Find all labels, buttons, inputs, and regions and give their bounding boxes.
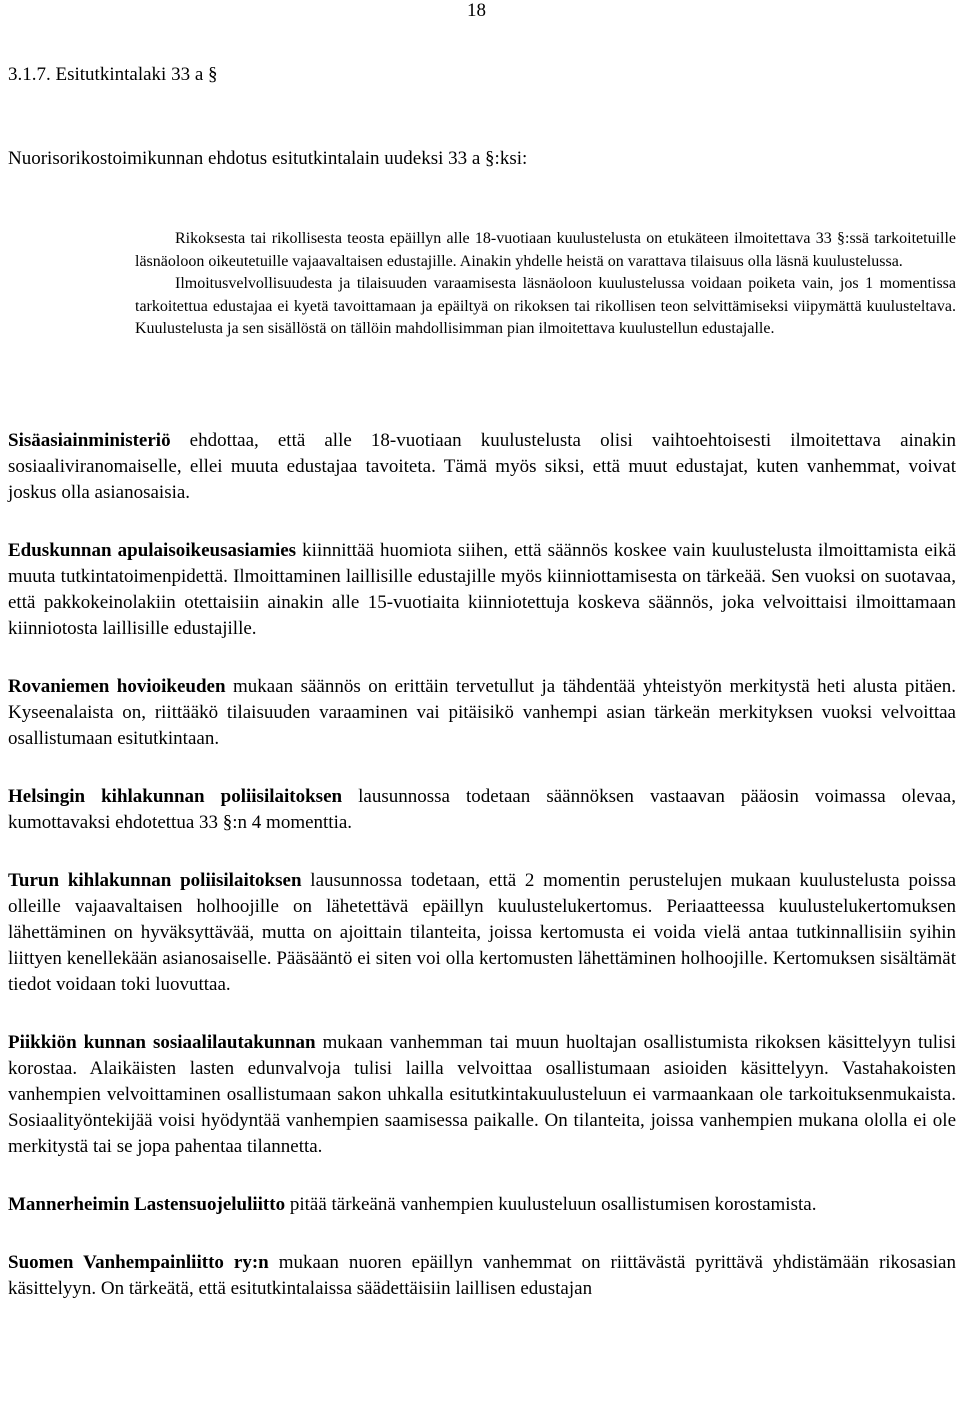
statement-org: Mannerheimin Lastensuojeluliitto (8, 1194, 286, 1215)
section-heading: 3.1.7. Esitutkintalaki 33 a § (8, 64, 218, 85)
quote-paragraph: Rikoksesta tai rikollisesta teosta epäillyn alle 18-vuotiaan kuulustelusta on etukäteen ilmoitettava 33 §:ssä tarkoitetuille läsnäoloon oikeutetuille vajaavaltaisen edustajille. Ainakin yhdelle heistä on varattava tilaisuus olla läsnä kuulustelussa. (135, 230, 956, 270)
statement-paragraph (8, 428, 956, 506)
statement-text: mukaan vanhemman tai muun huoltajan osallistumista rikoksen käsittelyyn tulisi korostaa. Alaikäisten lasten edunvalvoja tulisi lailla velvoittaa osallistumaan asioiden käsittelyyn. Vastahakoisten vanhempien velvoittaminen osallistumaan sakon uhkalla esitutkintakuulusteluun ei varmaankaan ole tarkoituksenmukaista. Sosiaalityöntekijää voisi hyödyntää vanhempien saamisessa paikalle. On tilanteita, joissa vanhempien mukana ololla ei ole merkitystä tai se jopa pahentaa tilannetta. (8, 1032, 957, 1157)
statement-org: Helsingin kihlakunnan poliisilaitoksen (8, 786, 343, 807)
statement-text: ehdottaa, että alle 18-vuotiaan kuulustelusta olisi vaihtoehtoisesti ilmoitettava ainakin sosiaaliviranomaiselle, ellei muuta edustajaa tavoiteta. Tämä myös siksi, että muut edustajat, kuten vanhemmat, voivat joskus olla asianosaisia. (8, 430, 956, 503)
statement-text: lausunnossa todetaan, että 2 momentin perustelujen mukaan kuulustelusta poissa olleille vajaavaltaisen holhoojille on lähetettävä epäillyn kuulustelukertomus. Periaatteessa kuulustelukertomuksen lähettäminen on hyväksyttävää, mutta on ajoittain tilanteita, joissa kertomusta ei voida vielä antaa tutkinnallisiin syihin liittyen kenellekään asianosaiselle. Pääsääntö ei siten voi olla kertomusten lähettäminen holhoojille. Kertomuksen sisältämät tiedot voidaan toki luovuttaa. (8, 870, 956, 995)
statement-text: kiinnittää huomiota siihen, että säännös koskee vain kuulustelusta ilmoittamista eikä muuta tutkintatoimenpidettä. Ilmoittaminen laillisille edustajille myös kiinniottamisesta on tärkeää. Sen vuoksi on suotavaa, että pakkokeinolakiin otettaisiin ainakin alle 15-vuotiaita kiinniotettuja koskeva säännös, joka velvoittaisi ilmoittamaan kiinniotosta laillisille edustajille. (8, 540, 956, 639)
proposed-law-quote (135, 228, 956, 341)
statement-org: Rovaniemen hovioikeuden (8, 676, 226, 697)
subheading: Nuorisorikostoimikunnan ehdotus esitutkintalain uudeksi 33 a §:ksi: (8, 148, 528, 169)
quote-paragraph: Ilmoitusvelvollisuudesta ja tilaisuuden varaamisesta läsnäoloon kuulustelussa voidaan poiketa vain, jos 1 momentissa tarkoitettua edustajaa ei kyetä tavoittamaan ja epäiltyä on rikoksen tai rikollisen teon selvittämiseksi viipymättä kuulusteltava. Kuulustelusta ja sen sisällöstä on tällöin mahdollisimman pian ilmoitettava kuulustellun edustajalle. (135, 275, 956, 337)
statement-paragraph (8, 868, 956, 998)
statement-org: Suomen Vanhempainliitto ry:n (8, 1252, 269, 1273)
statement-paragraph (8, 1030, 956, 1160)
statement-paragraph (8, 674, 956, 752)
statement-org: Turun kihlakunnan poliisilaitoksen (8, 870, 302, 891)
page-number: 18 (467, 0, 486, 21)
statement-text: pitää tärkeänä vanhempien kuulusteluun osallistumisen korostamista. (285, 1194, 817, 1215)
statement-paragraph (8, 784, 956, 836)
statement-paragraph (8, 1250, 956, 1302)
statement-org: Piikkiön kunnan sosiaalilautakunnan (8, 1032, 316, 1053)
statement-text: mukaan säännös on erittäin tervetullut ja tähdentää yhteistyön merkitystä heti alusta pitäen. Kyseenalaista on, riittääkö tilaisuuden varaaminen vai pitäisikö vanhempi asian tärkeän merkityksen vuoksi velvoittaa osallistumaan esitutkintaan. (8, 676, 957, 749)
statements (8, 428, 956, 1334)
statement-text: mukaan nuoren epäillyn vanhemmat on riittävästä pyrittävä yhdistämään rikosasian käsittelyyn. On tärkeätä, että esitutkintalaissa säädettäisiin laillisen edustajan (8, 1252, 956, 1299)
statement-paragraph (8, 538, 956, 642)
statement-text: lausunnossa todetaan säännöksen vastaavan pääosin voimassa olevaa, kumottavaksi ehdotettua 33 §:n 4 momenttia. (8, 786, 956, 833)
statement-paragraph (8, 1192, 956, 1218)
statement-org: Sisäasiainministeriö (8, 430, 171, 451)
statement-org: Eduskunnan apulaisoikeusasiamies (8, 540, 297, 561)
